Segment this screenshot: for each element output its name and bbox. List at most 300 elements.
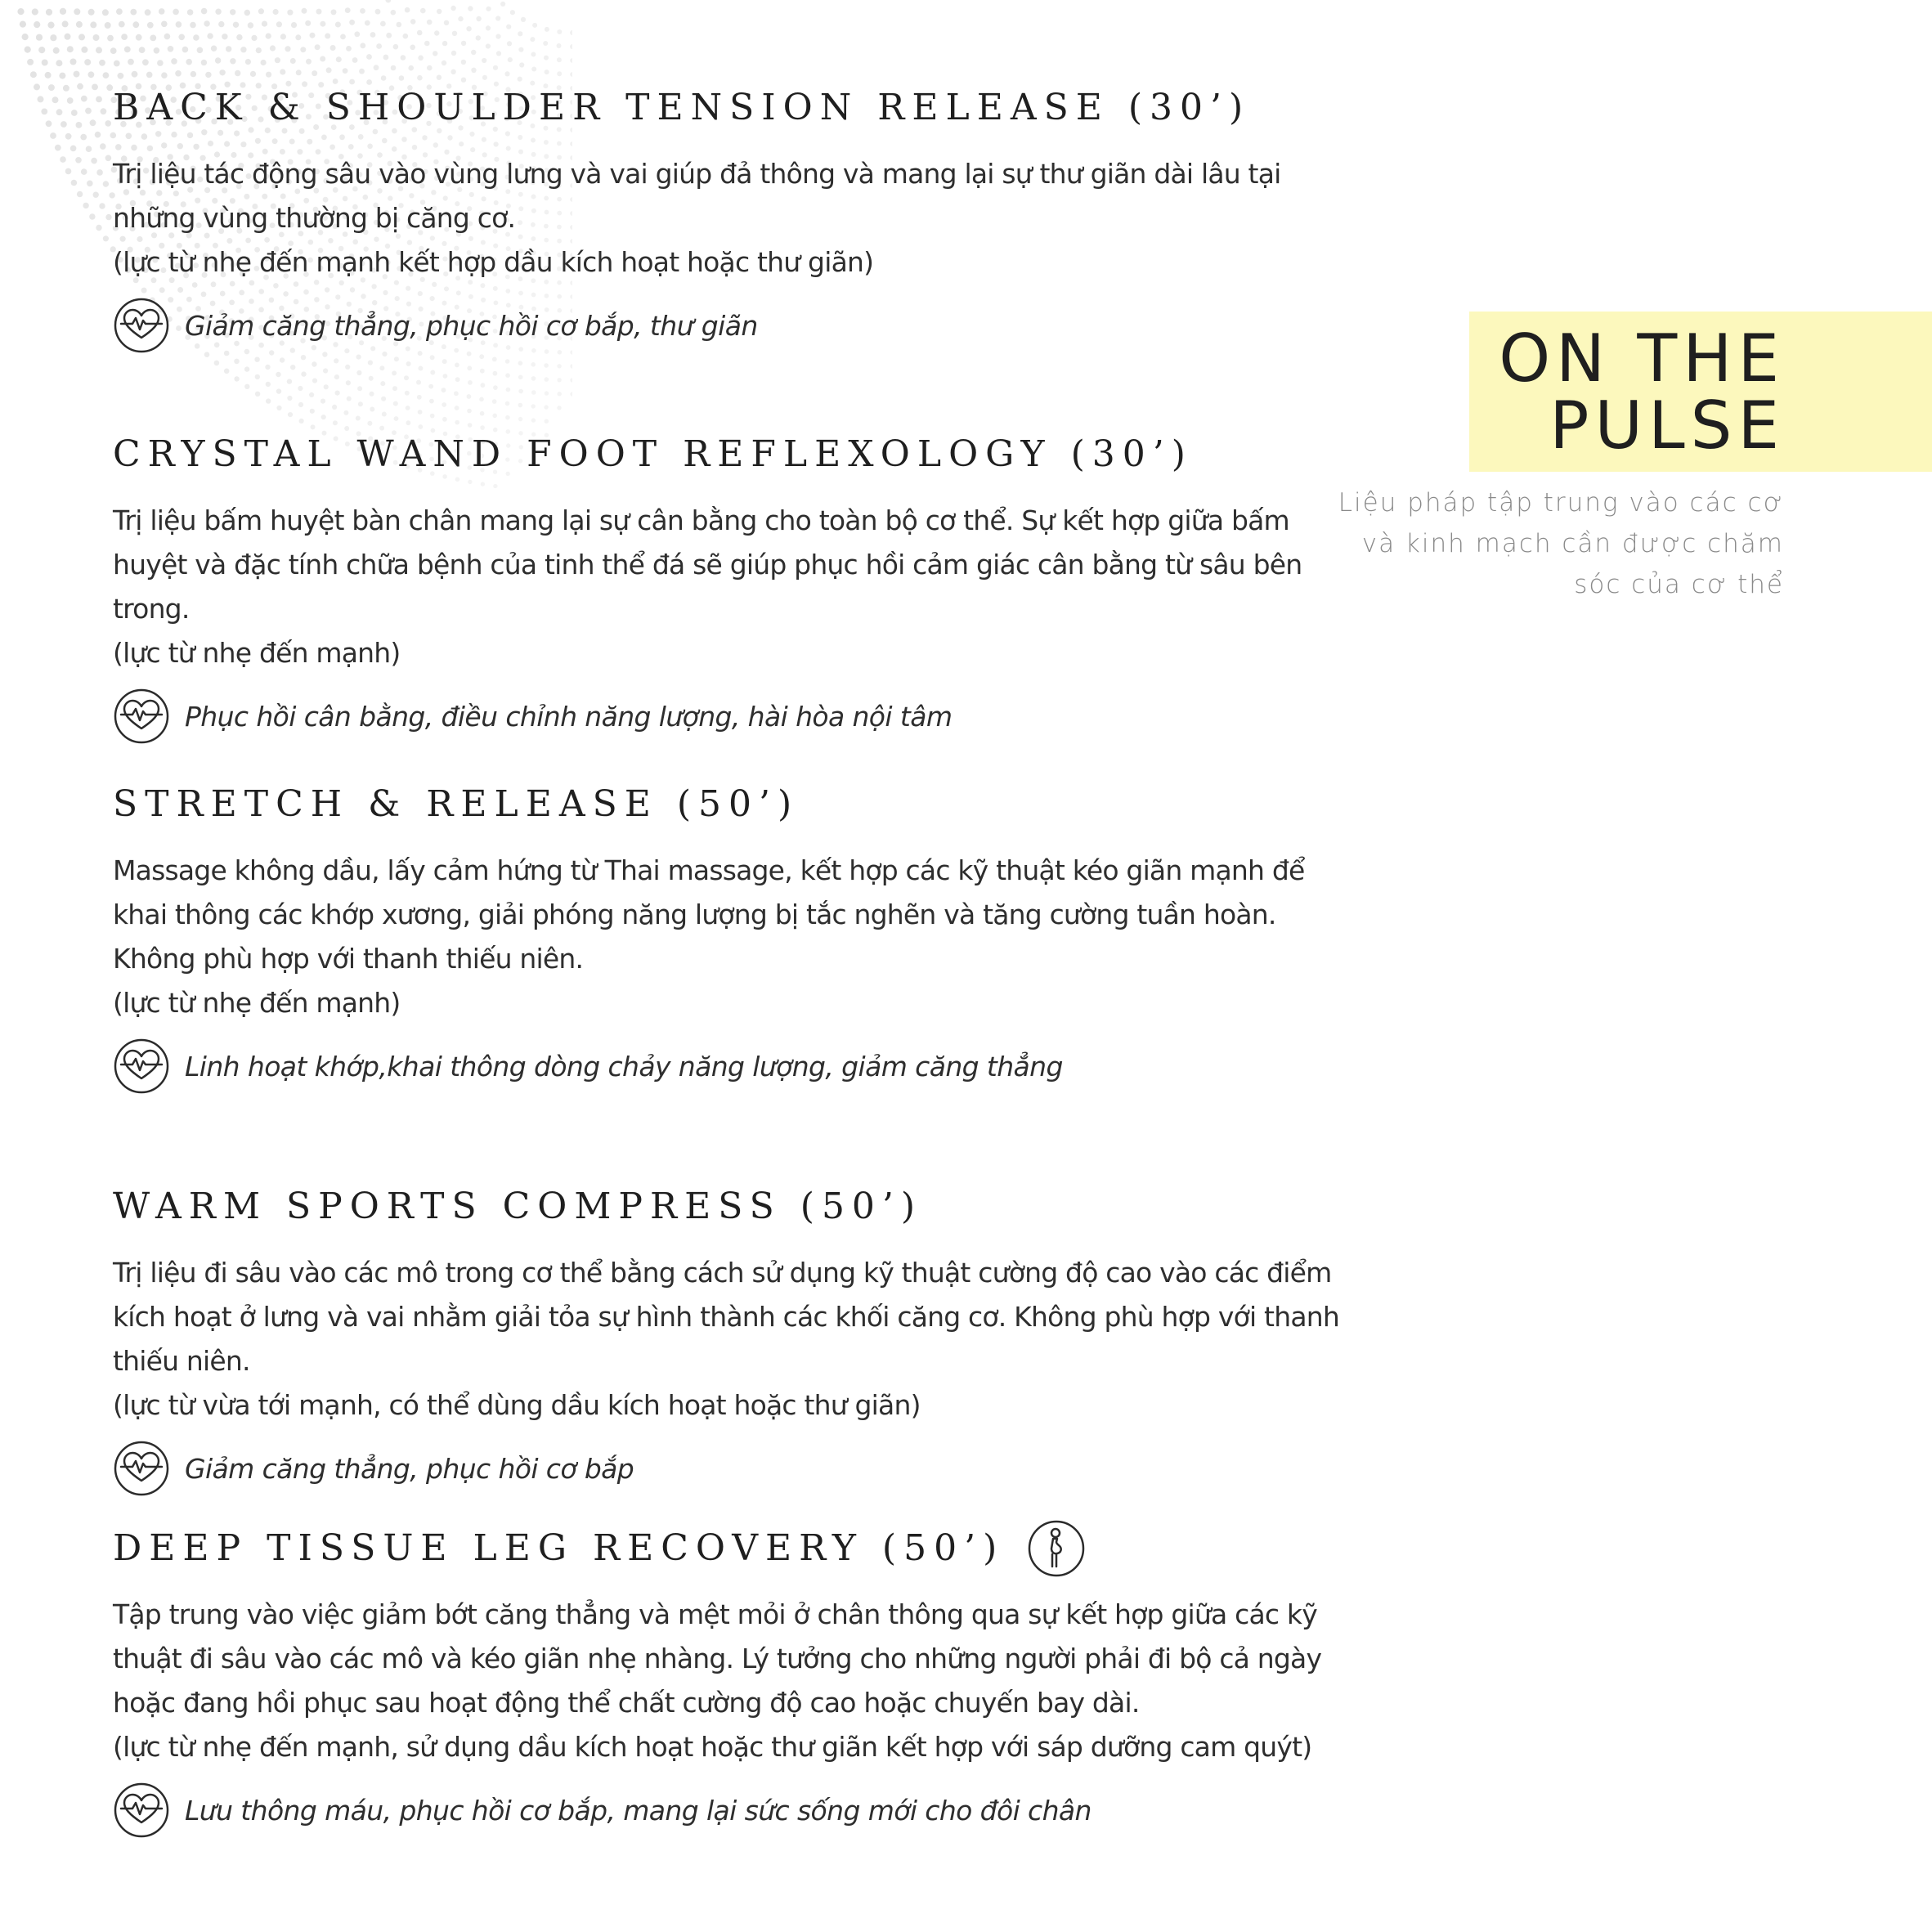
decoration-dot [102, 72, 109, 78]
decoration-dot [99, 203, 105, 208]
decoration-dot [532, 23, 537, 28]
decoration-dot [161, 72, 168, 78]
decoration-dot [290, 365, 295, 370]
decoration-dot [416, 380, 421, 385]
decoration-dot [345, 7, 351, 13]
decoration-dot [356, 416, 361, 421]
decoration-dot [142, 59, 149, 65]
decoration-dot [442, 61, 446, 65]
decoration-dot [427, 20, 433, 25]
decoration-dot [130, 9, 137, 16]
decoration-dot [370, 392, 374, 397]
decoration-dot [159, 8, 165, 15]
decoration-dot [224, 369, 230, 374]
decoration-dot [476, 16, 481, 21]
decoration-dot [309, 392, 314, 397]
decoration-dot [287, 10, 293, 16]
decoration-dot [570, 378, 572, 382]
decoration-dot [405, 391, 410, 396]
decoration-dot [504, 71, 509, 76]
decoration-dot [570, 58, 572, 63]
decoration-dot [545, 419, 549, 424]
decoration-dot [182, 47, 189, 53]
decoration-dot [418, 56, 424, 61]
decoration-dot [266, 34, 271, 39]
decoration-dot [486, 25, 491, 30]
decoration-dot [52, 96, 59, 103]
decoration-dot [76, 21, 83, 28]
decoration-dot [471, 50, 476, 55]
decoration-dot [330, 45, 336, 51]
decoration-dot [61, 121, 67, 128]
decoration-dot [420, 8, 426, 14]
decoration-dot [41, 109, 47, 115]
decoration-dot [481, 383, 486, 388]
decoration-dot [276, 388, 281, 393]
decoration-dot [101, 108, 107, 114]
decoration-dot [394, 356, 399, 361]
decoration-dot [67, 97, 74, 104]
decoration-dot [531, 404, 536, 408]
decoration-dot [495, 16, 500, 20]
heart-pulse-icon [113, 1038, 170, 1095]
decoration-dot [45, 72, 52, 78]
treatment-pressure-note: (lực từ nhẹ đến mạnh, sử dụng dầu kích hoạt hoặc thư giãn kết hợp với sáp dưỡng cam quýt) [113, 1731, 1312, 1763]
decoration-dot [545, 27, 549, 32]
treatment-stretch-release [113, 775, 1339, 1096]
decoration-dot [236, 34, 242, 40]
decoration-dot [358, 401, 363, 406]
decoration-dot [60, 8, 66, 15]
decoration-dot [321, 399, 325, 404]
decoration-dot [89, 213, 95, 219]
treatment-pressure-note: (lực từ nhẹ đến mạnh kết hợp dầu kích hoạt hoặc thư giãn) [113, 246, 874, 278]
decoration-dot [518, 361, 523, 365]
decoration-dot [451, 51, 456, 56]
decoration-dot [505, 373, 510, 378]
decoration-dot [570, 72, 572, 77]
section-title [1327, 321, 1785, 464]
pregnancy-icon [1027, 1519, 1086, 1578]
treatment-benefit [113, 1781, 1339, 1840]
decoration-dot [105, 120, 111, 127]
decoration-dot [132, 71, 138, 78]
decoration-dot [343, 68, 348, 74]
decoration-dot [70, 146, 77, 152]
heart-pulse-icon [113, 297, 170, 354]
decoration-dot [258, 8, 264, 14]
decoration-dot [176, 21, 182, 28]
decoration-dot [22, 34, 29, 40]
decoration-dot [430, 355, 435, 360]
treatment-description [113, 1593, 1356, 1769]
decoration-dot [305, 20, 311, 26]
section-subtitle [1326, 482, 1784, 605]
decoration-dot [77, 83, 83, 90]
decoration-dot [558, 392, 562, 396]
treatment-benefit [113, 1037, 1339, 1096]
decoration-dot [506, 25, 511, 29]
treatment-benefit [113, 296, 1339, 355]
decoration-dot [570, 392, 572, 396]
decoration-dot [190, 22, 196, 29]
decoration-dot [290, 58, 296, 64]
decoration-dot [557, 364, 561, 368]
treatment-description-text: Trị liệu tác động sâu vào vùng lưng và vai giúp đả thông và mang lại sự thư giãn dài lâu tại những vùng thường bị căng cơ. [113, 158, 1281, 234]
decoration-dot [442, 417, 447, 422]
decoration-dot [347, 397, 352, 401]
decoration-dot [186, 59, 192, 65]
decoration-dot [500, 2, 505, 7]
decoration-dot [335, 22, 341, 28]
decoration-dot [84, 59, 91, 65]
decoration-dot [486, 43, 491, 48]
decoration-dot [145, 9, 151, 16]
decoration-dot [346, 380, 351, 385]
decoration-dot [354, 31, 360, 37]
decoration-dot [288, 412, 293, 417]
decoration-dot [77, 191, 83, 197]
decoration-dot [403, 34, 409, 39]
decoration-dot [324, 384, 329, 389]
decoration-dot [93, 192, 99, 198]
decoration-dot [280, 357, 285, 362]
decoration-dot [570, 364, 572, 368]
decoration-dot [375, 9, 381, 15]
decoration-dot [345, 365, 350, 370]
decoration-dot [20, 21, 26, 28]
decoration-dot [518, 375, 523, 380]
decoration-dot [454, 391, 459, 396]
decoration-dot [505, 359, 510, 364]
decoration-dot [370, 407, 374, 412]
decoration-dot [531, 362, 536, 367]
decoration-dot [280, 69, 285, 74]
decoration-dot [285, 46, 290, 52]
decoration-dot [103, 181, 109, 186]
decoration-dot [506, 388, 511, 392]
decoration-dot [215, 9, 221, 15]
decoration-dot [90, 21, 96, 28]
decoration-dot [298, 386, 303, 391]
decoration-dot [74, 71, 80, 78]
decoration-dot [356, 370, 361, 375]
decoration-dot [444, 20, 449, 25]
decoration-dot [417, 395, 422, 400]
decoration-dot [78, 34, 85, 40]
decoration-dot [386, 33, 392, 38]
decoration-dot [150, 35, 156, 42]
decoration-dot [255, 392, 260, 397]
decoration-dot [85, 108, 92, 114]
decoration-dot [531, 418, 536, 422]
decoration-dot [38, 47, 45, 53]
decoration-dot [201, 8, 208, 15]
decoration-dot [105, 155, 112, 162]
decoration-dot [56, 60, 62, 66]
decoration-dot [320, 56, 325, 62]
decoration-dot [545, 377, 549, 382]
decoration-dot [30, 71, 37, 78]
decoration-dot [295, 34, 301, 40]
decoration-dot [222, 34, 227, 39]
decoration-dot [255, 374, 260, 379]
decoration-dot [42, 60, 48, 66]
decoration-dot [161, 21, 168, 28]
treatment-description [113, 1251, 1388, 1428]
decoration-dot [88, 71, 95, 78]
decoration-dot [46, 9, 52, 16]
decoration-dot [368, 361, 373, 365]
decoration-dot [67, 46, 74, 52]
decoration-dot [391, 65, 397, 71]
decoration-dot [406, 361, 411, 366]
decoration-dot [173, 9, 179, 16]
decoration-dot [392, 386, 397, 391]
decoration-dot [518, 403, 523, 408]
decoration-dot [479, 354, 484, 359]
decoration-dot [287, 396, 292, 401]
decoration-dot [334, 374, 339, 379]
decoration-dot [479, 397, 484, 402]
decoration-dot [207, 33, 213, 38]
decoration-dot [508, 57, 513, 62]
decoration-dot [544, 56, 549, 61]
decoration-dot [380, 21, 386, 27]
decoration-dot [443, 374, 448, 379]
decoration-dot [495, 34, 500, 39]
decoration-dot [201, 60, 207, 65]
decoration-dot [369, 376, 374, 381]
decoration-dot [467, 365, 472, 370]
decoration-dot [96, 47, 102, 53]
decoration-dot [234, 376, 239, 381]
decoration-dot [418, 366, 423, 371]
decoration-dot [406, 406, 410, 410]
decoration-dot [544, 363, 549, 368]
decoration-dot [27, 59, 34, 65]
decoration-dot [50, 34, 56, 41]
decoration-dot [385, 0, 391, 2]
decoration-dot [32, 8, 38, 15]
decoration-dot [455, 377, 460, 382]
decoration-dot [273, 9, 279, 15]
decoration-dot [391, 10, 397, 16]
decoration-dot [557, 71, 562, 76]
decoration-dot [340, 34, 346, 40]
treatment-deep-tissue-leg [113, 1519, 1339, 1840]
decoration-dot [81, 47, 87, 53]
treatment-benefit-text: Giảm căng thẳng, phục hồi cơ bắp, thư giãn [185, 309, 758, 342]
decoration-dot [83, 203, 88, 208]
decoration-dot [34, 21, 40, 28]
decoration-dot [332, 405, 337, 410]
decoration-dot [93, 34, 100, 41]
decoration-dot [429, 399, 434, 404]
decoration-dot [321, 415, 326, 419]
decoration-dot [545, 391, 549, 395]
decoration-dot [507, 41, 512, 46]
decoration-dot [379, 365, 384, 370]
decoration-dot [306, 59, 312, 65]
decoration-dot [154, 47, 160, 54]
decoration-dot [570, 44, 572, 49]
treatment-title: BACK & SHOULDER TENSION RELEASE (30’) [113, 87, 1251, 128]
decoration-dot [230, 58, 235, 64]
treatment-description-text: Trị liệu đi sâu vào các mô trong cơ thể bằng cách sử dụng kỹ thuật cường độ cao vào các điểm kích hoạt ở lưng và vai nhằm giải tỏa sự hình thành các khối căng cơ. Không phù hợp với thanh thiếu niên. [113, 1257, 1339, 1377]
decoration-dot [105, 214, 111, 220]
decoration-dot [530, 37, 535, 42]
decoration-dot [505, 415, 510, 420]
decoration-dot [95, 132, 101, 138]
decoration-dot [442, 41, 447, 46]
decoration-dot [114, 61, 120, 67]
decoration-dot [557, 406, 561, 410]
decoration-dot [100, 143, 106, 150]
treatment-back-shoulder [113, 78, 1339, 355]
decoration-dot [256, 47, 262, 53]
decoration-dot [50, 132, 56, 139]
treatment-benefit-text: Lưu thông máu, phục hồi cơ bắp, mang lại sức sống mới cho đôi chân [185, 1794, 1092, 1827]
decoration-dot [38, 96, 44, 102]
decoration-dot [266, 382, 271, 387]
decoration-dot [325, 34, 330, 39]
decoration-dot [197, 47, 204, 54]
decoration-dot [336, 56, 342, 62]
treatment-benefit-text: Linh hoạt khớp,khai thông dòng chảy năng lượng, giảm căng thẳng [185, 1050, 1063, 1083]
decoration-dot [25, 47, 31, 53]
decoration-dot [302, 8, 307, 14]
decoration-dot [132, 21, 139, 28]
decoration-dot [381, 397, 386, 401]
decoration-dot [312, 70, 317, 76]
decoration-dot [90, 119, 96, 126]
decoration-dot [99, 60, 105, 66]
decoration-dot [521, 17, 526, 22]
heart-pulse-icon [113, 1440, 170, 1497]
treatment-pressure-note: (lực từ vừa tới mạnh, có thể dùng dầu kích hoạt hoặc thư giãn) [113, 1389, 921, 1421]
decoration-dot [357, 386, 362, 391]
decoration-dot [235, 70, 240, 76]
decoration-dot [404, 375, 409, 380]
decoration-dot [116, 8, 123, 15]
decoration-dot [226, 46, 231, 52]
decoration-dot [178, 34, 185, 41]
decoration-dot [96, 225, 101, 231]
decoration-dot [496, 51, 501, 56]
decoration-dot [518, 31, 522, 36]
decoration-dot [360, 8, 365, 14]
decoration-dot [233, 22, 239, 28]
decoration-dot [383, 55, 389, 61]
decoration-dot [291, 22, 297, 28]
decoration-dot [62, 20, 69, 27]
decoration-dot [63, 85, 69, 92]
decoration-dot [205, 72, 211, 78]
decoration-dot [119, 21, 125, 28]
decoration-dot [193, 34, 199, 41]
decoration-dot [168, 46, 174, 52]
decoration-dot [310, 409, 315, 414]
decoration-dot [510, 10, 515, 15]
decoration-dot [103, 235, 109, 241]
section-subtitle-line: và kinh mạch cần được chăm [1361, 529, 1784, 558]
decoration-dot [86, 146, 92, 152]
decoration-dot [266, 72, 271, 78]
decoration-dot [557, 29, 562, 34]
decoration-dot [121, 34, 128, 40]
decoration-dot [466, 26, 471, 31]
decoration-dot [124, 47, 131, 53]
decoration-dot [346, 46, 352, 52]
section-title-line1: ON THE [1499, 321, 1785, 397]
decoration-dot [410, 45, 415, 51]
treatment-title: WARM SPORTS COMPRESS (50’) [113, 1186, 923, 1227]
decoration-dot [326, 67, 332, 73]
decoration-dot [461, 60, 466, 65]
decoration-dot [455, 406, 459, 410]
decoration-dot [430, 414, 435, 419]
decoration-dot [468, 6, 473, 11]
decoration-dot [394, 416, 399, 421]
decoration-dot [300, 47, 306, 52]
decoration-dot [418, 410, 423, 415]
decoration-dot [244, 366, 249, 371]
decoration-dot [492, 357, 497, 362]
decoration-dot [266, 398, 271, 403]
decoration-dot [557, 378, 561, 382]
section-title-line2: PULSE [1549, 388, 1785, 464]
decoration-dot [110, 47, 117, 54]
decoration-dot [74, 8, 80, 15]
decoration-dot [493, 371, 498, 376]
treatment-warm-sports-compress [113, 1177, 1339, 1498]
decoration-dot [96, 169, 103, 176]
decoration-dot [482, 58, 486, 63]
decoration-dot [492, 399, 497, 404]
decoration-dot [87, 181, 93, 187]
decoration-dot [65, 133, 72, 140]
decoration-dot [519, 62, 524, 67]
decoration-dot [276, 372, 280, 377]
decoration-dot [298, 402, 303, 407]
decoration-dot [310, 33, 316, 38]
decoration-dot [245, 59, 251, 65]
treatment-description-text: Massage không dầu, lấy cảm hứng từ Thai massage, kết hợp các kỹ thuật kéo giãn mạnh để khai thông các khớp xương, giải phóng năng lượng bị tắc nghẽn và tăng cường tuần hoàn. Không phù hợp với thanh thiếu niên. [113, 854, 1305, 975]
treatment-pressure-note: (lực từ nhẹ đến mạnh) [113, 637, 401, 669]
decoration-dot [75, 157, 82, 164]
decoration-dot [251, 35, 257, 41]
decoration-dot [139, 47, 146, 53]
decoration-dot [493, 385, 498, 390]
decoration-dot [434, 30, 439, 35]
decoration-dot [392, 370, 397, 375]
decoration-dot [301, 355, 306, 360]
decoration-dot [105, 22, 111, 29]
decoration-dot [397, 22, 402, 28]
decoration-dot [518, 47, 523, 52]
decoration-dot [442, 388, 446, 392]
decoration-dot [17, 8, 24, 15]
decoration-dot [71, 180, 78, 186]
decoration-dot [393, 44, 399, 50]
decoration-dot [261, 60, 267, 65]
decoration-dot [218, 21, 224, 27]
decoration-dot [187, 9, 194, 16]
decoration-dot [250, 71, 256, 77]
decoration-dot [254, 357, 259, 362]
decoration-dot [455, 420, 459, 425]
